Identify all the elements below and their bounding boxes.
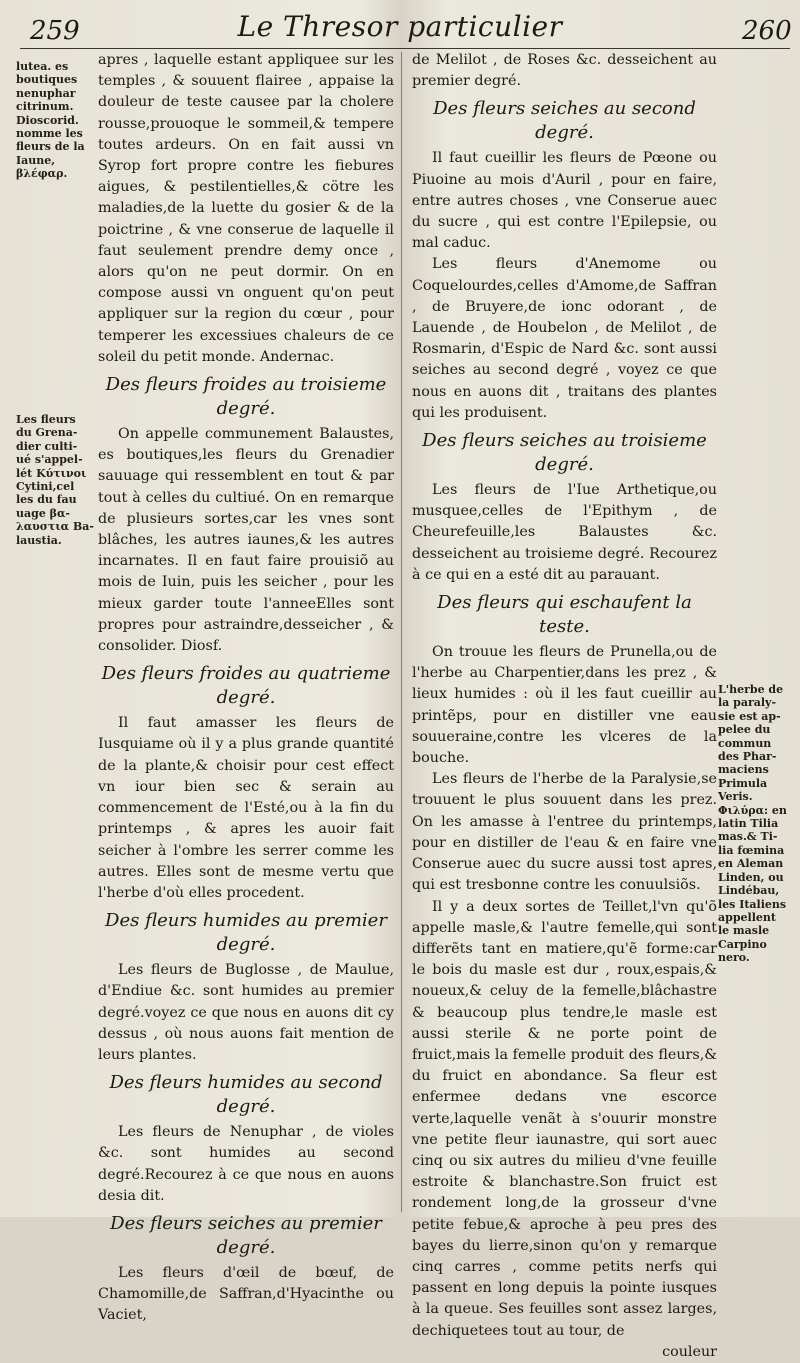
margin-note-line: Dioscorid. bbox=[16, 113, 79, 127]
margin-note-line: lét Κύτινοι bbox=[16, 466, 87, 480]
paragraph: Les fleurs d'œil de bœuf, de Chamomille,de Saffran,d'Hyacinthe ou Vaciet, bbox=[98, 1264, 394, 1324]
margin-note-line: la paraly- bbox=[718, 696, 777, 710]
margin-note-line: βλέφαρ. bbox=[16, 167, 68, 181]
page-number-left: 259 bbox=[30, 16, 80, 46]
paragraph: Les fleurs de l'Iue Arthetique,ou musquee,celles de l'Epithym , de Cheurefeuille,les Balaustes &c. desseichent au troisieme degré. Recourez à ce qui en a esté dit au parauant. bbox=[412, 482, 717, 583]
header-rule bbox=[20, 48, 790, 49]
paragraph: Les fleurs de l'herbe de la Paralysie,se trouuent le plus souuent dans les prez. On les amasse à l'entree du printemps, pour en distiller de l'eau & en faire vne Conserue auec du sucre aussi tost apres, qui est tresbonne contre les conuulsiõs. bbox=[412, 771, 717, 894]
margin-note-line: L'herbe de bbox=[718, 683, 784, 696]
margin-note-left-1 bbox=[16, 60, 96, 181]
margin-note-line: Carpino bbox=[718, 937, 767, 951]
margin-note-line: lia fœmina bbox=[718, 843, 785, 857]
section-heading: Des fleurs seiches au troisieme degré. bbox=[422, 430, 707, 476]
margin-note-right-1 bbox=[718, 683, 796, 965]
margin-note-line: les du fau bbox=[16, 493, 77, 507]
section-heading: Des fleurs seiches au second degré. bbox=[433, 98, 696, 144]
margin-note-line: sie est ap- bbox=[718, 709, 781, 723]
paragraph: couleur bbox=[662, 1343, 717, 1360]
margin-note-line: nenuphar bbox=[16, 86, 76, 100]
paragraph: On appelle communement Balaustes, es boutiques,les fleurs du Grenadier sauuage qui ressemblent en tout & par tout à celles du cultiué. On en remarque de plusieurs sortes,car les vnes sont blâches, les autres iaunes,& les autres incarnates. Il en faut faire prouisiõ au mois de Iuin, puis les seicher , pour les mieux garder toute l'anneeElles sont propres pour astraindre,desseicher , & consolider. Diosf. bbox=[98, 426, 394, 655]
page-number-right: 260 bbox=[742, 16, 792, 46]
margin-note-line: nomme les bbox=[16, 127, 83, 141]
margin-note-line: uage βα- bbox=[16, 506, 70, 520]
paragraph: de Melilot , de Roses &c. desseichent au premier degré. bbox=[412, 52, 717, 90]
margin-note-line: λαυστια Ba- bbox=[16, 520, 94, 534]
paragraph: Les fleurs de Nenuphar , de violes &c. sont humides au second degré.Recourez à ce que nous en auons desia dit. bbox=[98, 1124, 394, 1204]
margin-note-line: commun bbox=[718, 736, 772, 750]
page-gutter bbox=[401, 52, 402, 1212]
running-title: Le Thresor particulier bbox=[237, 10, 563, 43]
paragraph: Il faut amasser les fleurs de Iusquiame où il y a plus grande quantité de la plante,& choisir pour cest effect vn iour bien sec & serain au commencement de l'Esté,ou à la fin du printemps , & apres les auoir fait seicher à l'ombre les serrer comme les autres. Elles sont de mesme vertu que l'herbe d'où elles procedent. bbox=[98, 715, 394, 901]
section-heading: Des fleurs froides au quatrieme degré. bbox=[101, 663, 391, 709]
margin-note-line: citrinum. bbox=[16, 100, 74, 114]
margin-note-line: mas.& Ti- bbox=[718, 830, 778, 844]
paragraph: Les fleurs d'Anemome ou Coquelourdes,celles d'Amome,de Saffran , de Bruyere,de ionc odorant , de Lauende , de Houbelon , de Melilot , de Rosmarin, d'Espic de Nard &c. sont aussi seiches au second degré , voyez ce que nous en auons dit , traitans des plantes qui les produisent. bbox=[412, 256, 717, 421]
margin-note-left-2 bbox=[16, 413, 96, 547]
section-heading: Des fleurs humides au premier degré. bbox=[105, 910, 387, 956]
margin-note-line: en Aleman bbox=[718, 857, 784, 871]
margin-note-line: latin Tilia bbox=[718, 817, 779, 831]
margin-note-line: dier culti- bbox=[16, 439, 78, 453]
margin-note-line: des Phar- bbox=[718, 750, 777, 764]
left-text-column bbox=[98, 50, 394, 1327]
paragraph: Les fleurs de Buglosse , de Maulue, d'Endiue &c. sont humides au premier degré.voyez ce que nous en auons dit cy dessus , où nous auons fait mention de leurs plantes. bbox=[98, 962, 394, 1063]
margin-note-line: Primula bbox=[718, 776, 768, 790]
margin-note-line: Linden, ou bbox=[718, 870, 784, 884]
margin-note-line: Lindébau, bbox=[718, 884, 780, 898]
margin-note-line: lutea. es bbox=[16, 60, 69, 73]
section-heading: Des fleurs seiches au premier degré. bbox=[110, 1212, 382, 1258]
paragraph: Il faut cueillir les fleurs de Pœone ou Piuoine au mois d'Auril , pour en faire, entre autres choses , vne Conserue auec du sucre , qui est contre l'Epilepsie, ou mal caduc. bbox=[412, 150, 717, 252]
margin-note-line: Iaune, bbox=[16, 153, 56, 167]
section-heading: Des fleurs humides au second degré. bbox=[109, 1072, 383, 1118]
margin-note-line: fleurs de la bbox=[16, 140, 85, 154]
margin-note-line: laustia. bbox=[16, 533, 62, 547]
margin-note-line: boutiques bbox=[16, 73, 78, 87]
margin-note-line: ué s'appel- bbox=[16, 453, 83, 467]
section-heading: Des fleurs froides au troisieme degré. bbox=[105, 374, 387, 420]
right-text-column bbox=[412, 50, 717, 1363]
page-header bbox=[0, 6, 800, 50]
margin-note-line: Les fleurs bbox=[16, 413, 76, 426]
paragraph: On trouue les fleurs de Prunella,ou de l'herbe au Charpentier,dans les prez , & lieux humides : où il les faut cueillir au printẽps, pour en distiller vne eau souueraine,contre les vlceres de la bouche. bbox=[412, 644, 717, 767]
margin-note-line: pelee du bbox=[718, 723, 771, 737]
section-heading: Des fleurs qui eschaufent la teste. bbox=[437, 592, 692, 638]
margin-note-line: Cytini,cel bbox=[16, 480, 75, 494]
margin-note-line: nero. bbox=[718, 951, 750, 965]
paragraph: Il y a deux sortes de Teillet,l'vn qu'õ appelle masle,& l'autre femelle,qui sont differẽts tant en matiere,qu'ẽ forme:car le bois du masle est dur , roux,espais,& noueux,& celuy de la femelle,blâchastre & beaucoup plus tendre,le masle est aussi sterile & ne porte point de fruict,mais la femelle produit des fleurs,& du fruict en abondance. Sa fleur est enfermee dedans vne escorce verte,laquelle venãt à s'ouurir monstre vne petite fleur iaunastre, qui sort auec cinq ou six autres du milieu d'vne feuille estroite & blanchastre.Son fruict est rondement long,de la grosseur d'vne petite febue,& aproche à peu pres des bayes du lierre,sinon qu'on y remarque cinq carres , comme petits nerfs qui passent en long depuis la pointe iusques à la queue. Ses feuilles sont assez larges, dechiquetees tout au tour, de bbox=[412, 898, 717, 1339]
margin-note-line: du Grena- bbox=[16, 426, 78, 440]
margin-note-line: maciens bbox=[718, 763, 769, 777]
margin-note-line: les Italiens bbox=[718, 897, 787, 911]
paragraph: apres , laquelle estant appliquee sur les temples , & souuent flairee , appaise la douleur de teste causee par la cholere rousse,prouoque le sommeil,& tempere toutes ardeurs. On en fait aussi vn Syrop fort propre contre les fiebures aigues, & pestilentielles,& cötre les maladies,de la luette du gosier & de la poictrine , & vne conserue de laquelle il faut seulement prendre demy once , alors qu'on ne peut dormir. On en compose aussi vn onguent qu'on peut appliquer sur la region du cœur , pour temperer les excessiues chaleurs de ce soleil du petit monde. Andernac. bbox=[98, 52, 394, 365]
margin-note-line: le masle bbox=[718, 924, 770, 938]
margin-note-line: appellent bbox=[718, 910, 776, 924]
margin-note-line: Φιλύρα: en bbox=[718, 803, 787, 817]
margin-note-line: Veris. bbox=[718, 790, 753, 804]
